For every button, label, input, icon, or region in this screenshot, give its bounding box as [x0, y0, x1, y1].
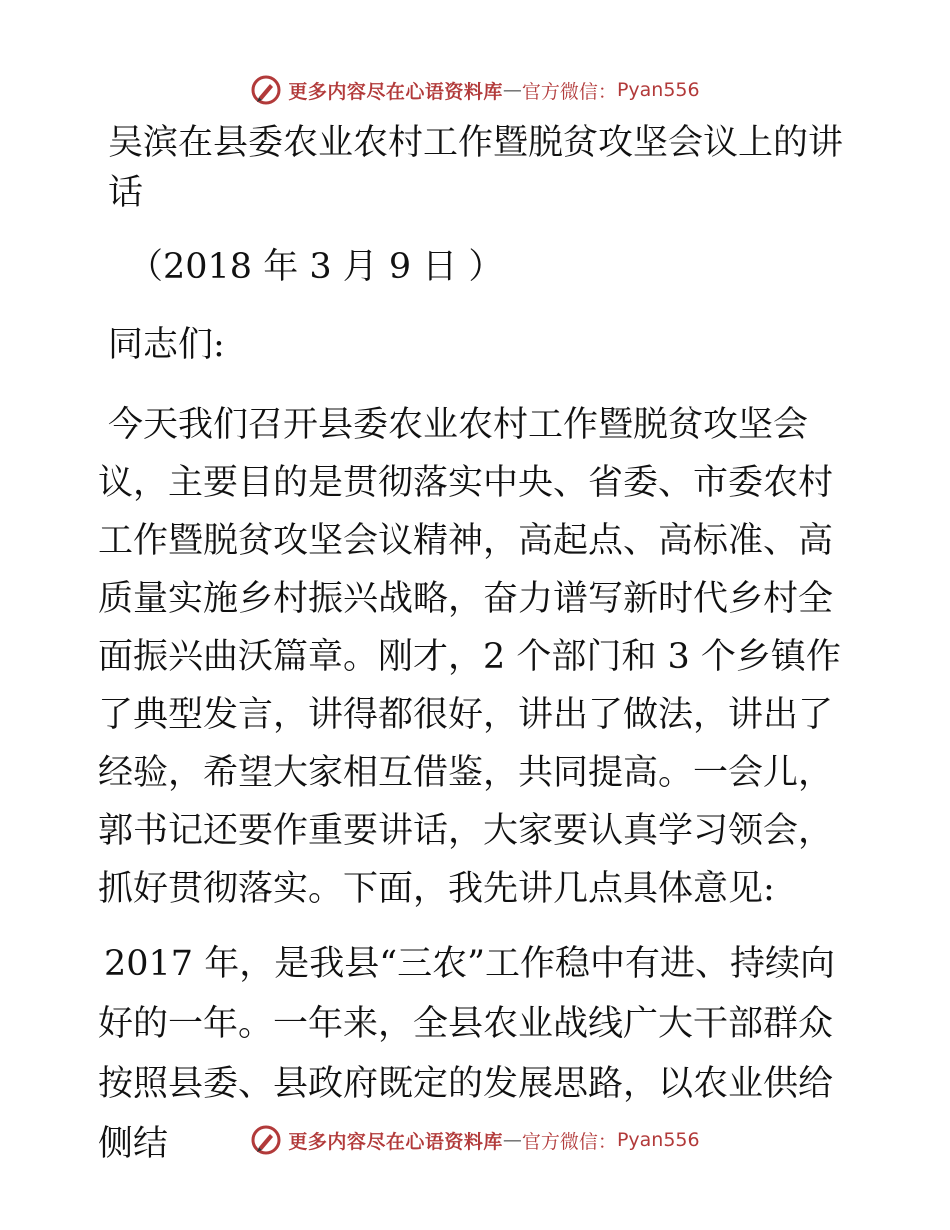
watermark-official-text: 官方微信： [521, 80, 617, 103]
greeting: 同志们: [108, 325, 225, 365]
paragraph-2-text: 2017 年，是我县“三农”工作稳中有进、持续向好的一年。一年来，全县农业战线广大干部群众按照县委、县政府既定的发展思路，以农业供给侧结 [98, 944, 835, 1164]
watermark-main-text: 更多内容尽在心语资料库 [288, 1130, 503, 1153]
watermark-header [0, 72, 950, 108]
document-date: （2018 年 3 月 9 日 ） [128, 247, 504, 287]
watermark-wechat-id: Pyan556 [616, 1129, 700, 1151]
watermark-separator: — [502, 79, 522, 101]
watermark-wechat-id: Pyan556 [616, 79, 700, 101]
document-body [98, 118, 858, 1174]
paragraph-1-text: 今天我们召开县委农业农村工作暨脱贫攻坚会议，主要目的是贯彻落实中央、省委、市委农村工作暨脱贫攻坚会议精神，高起点、高标准、高质量实施乡村振兴战略，奋力谱写新时代乡村全面振兴曲沃篇章。刚才，2 个部门和 3 个乡镇作了典型发言，讲得都很好，讲出了做法，讲出了经验，希望大家相互借鉴，共同提高。一会儿，郭书记还要作重要讲话，大家要认真学习领会，抓好贯彻落实。下面，我先讲几点具体意见: [98, 405, 841, 909]
document-title: 吴滨在县委农业农村工作暨脱贫攻坚会议上的讲话 [108, 123, 844, 213]
pen-logo-icon [250, 74, 282, 106]
watermark-main-text: 更多内容尽在心语资料库 [288, 80, 503, 103]
paragraph-1 [98, 396, 858, 918]
pen-logo-icon [250, 1124, 282, 1156]
watermark-official-text: 官方微信： [521, 1130, 617, 1153]
watermark-footer [0, 1122, 950, 1158]
watermark-separator: — [502, 1129, 522, 1151]
